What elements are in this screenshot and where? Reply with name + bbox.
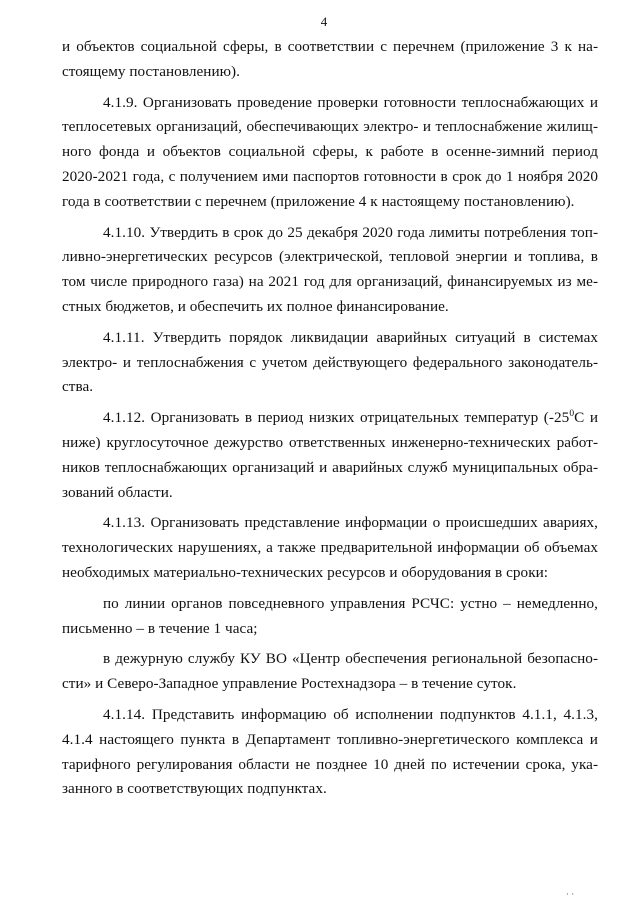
- paragraph-duty-service: в дежурную службу КУ ВО «Центр обеспечения региональной безопасности» и Северо-Западное управление Ростехнадзора – в течение суток.: [62, 650, 598, 693]
- paragraph-4-1-11: 4.1.11. Утвердить порядок ликвидации аварийных ситуаций в системах электро- и теплоснабжения с учетом действующего федерального законодательства.: [62, 328, 598, 396]
- corner-scan-mark: · ·: [566, 889, 575, 899]
- document-body: [62, 35, 598, 808]
- page-number: 4: [320, 14, 328, 29]
- paragraph-4-1-12: [62, 406, 598, 505]
- paragraph-4-1-12-end: С и ниже) круглосуточное дежурство ответственных инженерно-технических работников теплоснабжающих организаций и аварийных служб муниципальных образований области.: [62, 409, 598, 501]
- paragraph-4-1-10: 4.1.10. Утвердить в срок до 25 декабря 2020 года лимиты потребления топливно-энергетических ресурсов (электрической, тепловой энергии и топлива, в том числе природного газа) на 2021 год для организаций, финансируемых из местных бюджетов, и обеспечить их полное финансирование.: [62, 223, 598, 315]
- paragraph-4-1-9: 4.1.9. Организовать проведение проверки готовности теплоснабжающих и теплосетевых организаций, обеспечивающих электро- и теплоснабжение жилищного фонда и объектов социальной сферы, к работе в осенне-зимний период 2020-2021 года, с получением ими паспортов готовности в срок до 1 ноября 2020 года в соответствии с перечнем (приложение 4 к настоящему постановлению).: [62, 93, 598, 210]
- paragraph-4-1-14: 4.1.14. Представить информацию об исполнении подпунктов 4.1.1, 4.1.3, 4.1.4 настоящего пункта в Департамент топливно-энергетического комплекса и тарифного регулирования области не позднее 10 дней по истечении срока, указанного в соответствующих подпунктах.: [62, 705, 598, 798]
- paragraph-continuation: и объектов социальной сферы, в соответствии с перечнем (приложение 3 к настоящему постановлению).: [62, 38, 598, 80]
- paragraph-rschs-line: по линии органов повседневного управления РСЧС: устно – немедленно, письменно – в течение 1 часа;: [62, 594, 598, 637]
- degree-superscript: 0: [569, 409, 575, 420]
- paragraph-4-1-12-start: 4.1.12. Организовать в период низких отрицательных температур (-25: [103, 409, 570, 427]
- paragraph-4-1-13: 4.1.13. Организовать представление информации о происшедших авариях, технологических нарушениях, а также предварительной информации об объемах необходимых материально-технических ресурсов и оборудования в сроки:: [62, 514, 598, 581]
